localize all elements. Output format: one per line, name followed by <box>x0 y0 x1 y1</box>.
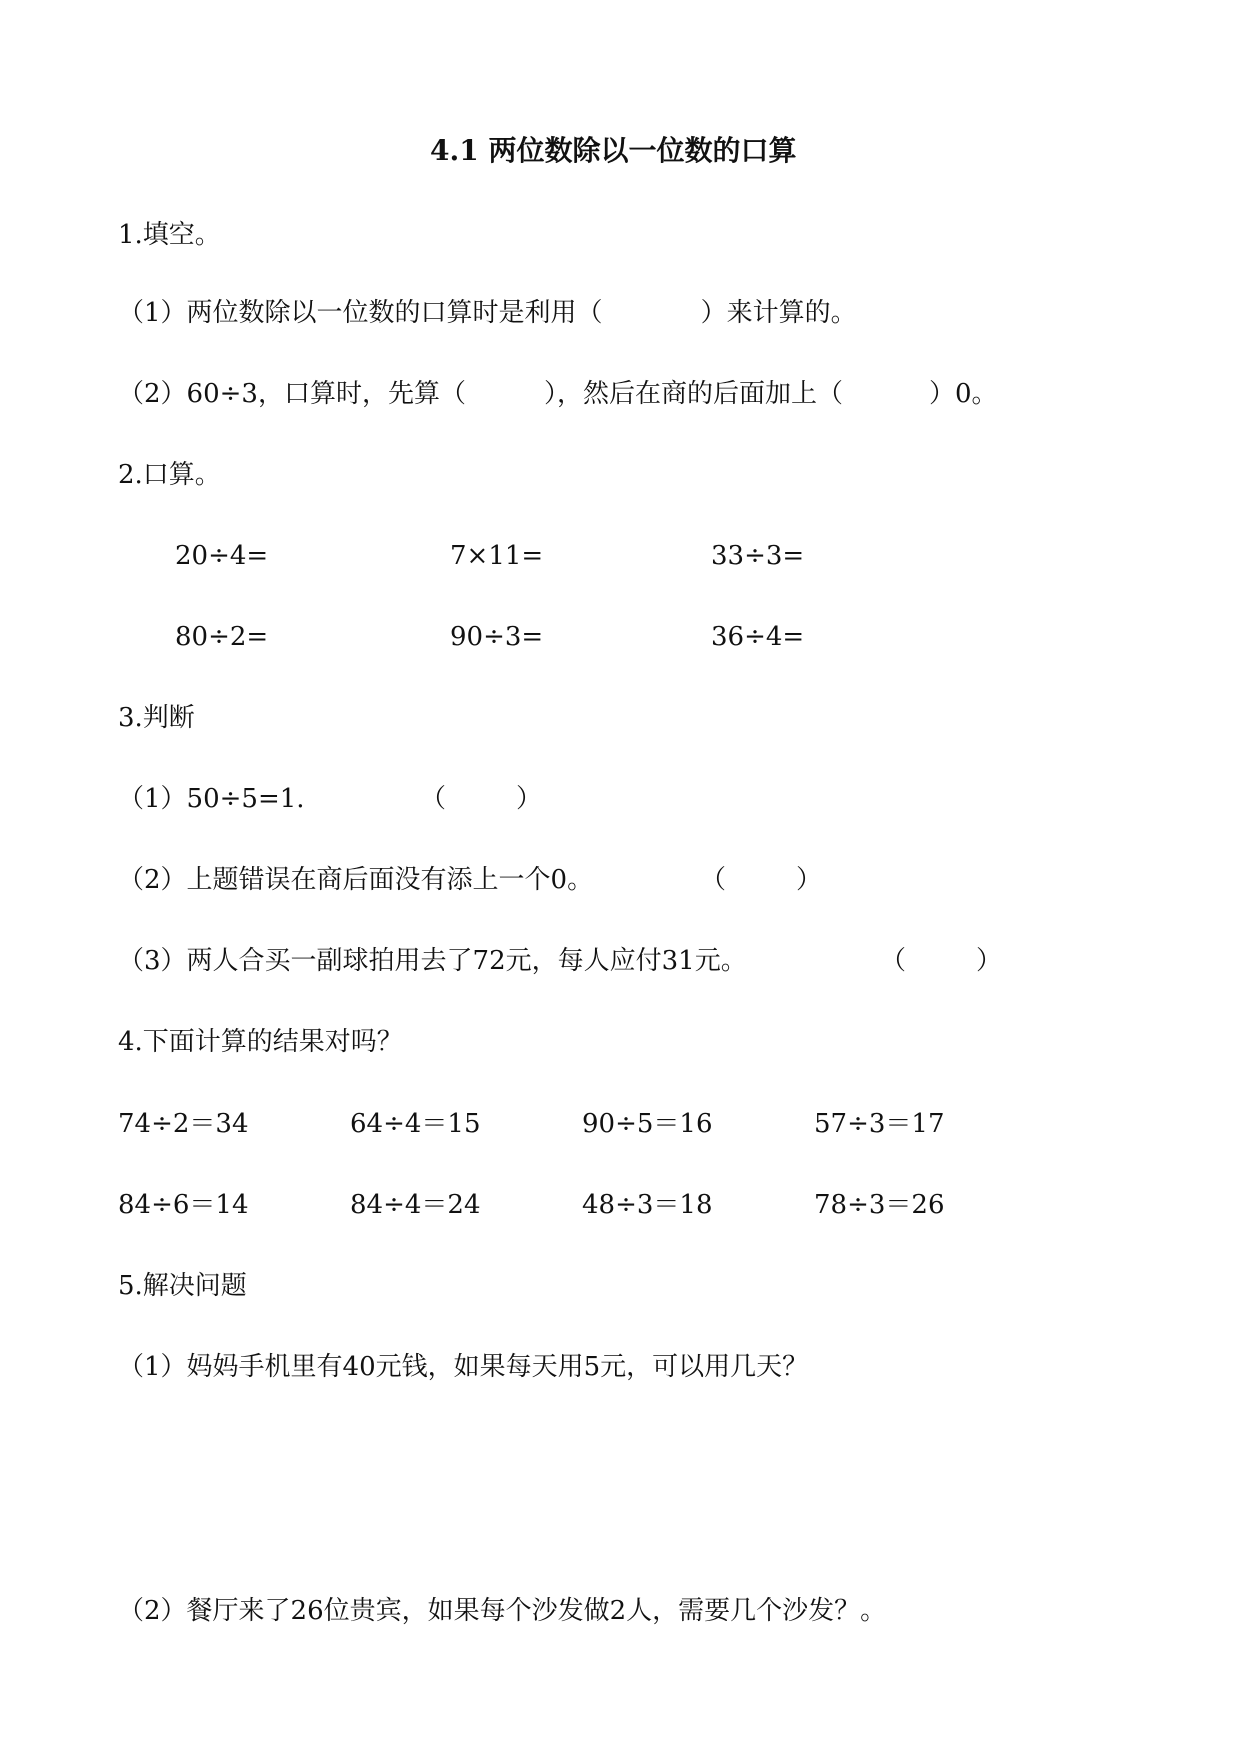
open-paren: （ <box>420 784 447 814</box>
judge-blank-3[interactable] <box>880 946 1002 976</box>
check-calc-2: 64÷4＝15 <box>350 1109 481 1139</box>
item-text-after: ）来计算的。 <box>700 298 857 328</box>
item-text: 两人合买一副球拍用去了72元，每人应付31元。 <box>186 946 747 976</box>
close-paren: ） <box>976 946 1003 976</box>
section-4-heading: 4.下面计算的结果对吗？ <box>118 1027 403 1057</box>
item-label: （2） <box>118 865 187 895</box>
item-text-after: ）0。 <box>928 379 998 409</box>
judge-blank-1[interactable] <box>420 784 542 814</box>
check-calc-7: 48÷3＝18 <box>582 1190 713 1220</box>
item-text-before: 60÷3，口算时，先算（ <box>186 379 466 409</box>
page-title: 4.1 两位数除以一位数的口算 <box>430 134 797 167</box>
check-calc-1: 74÷2＝34 <box>118 1109 249 1139</box>
oral-calc-6: 36÷4= <box>711 622 805 652</box>
oral-calc-2: 7×11= <box>450 541 544 571</box>
judge-item-2 <box>118 865 593 895</box>
item-text: 50÷5=1. <box>186 784 305 814</box>
check-calc-6: 84÷4＝24 <box>350 1190 481 1220</box>
check-calc-8: 78÷3＝26 <box>814 1190 945 1220</box>
section-1-heading: 1.填空。 <box>118 220 221 250</box>
judge-item-3 <box>118 946 747 976</box>
item-text: 上题错误在商后面没有添上一个0。 <box>186 865 594 895</box>
problem-item-1 <box>118 1352 808 1382</box>
oral-calc-4: 80÷2= <box>175 622 269 652</box>
item-text-before: 两位数除以一位数的口算时是利用（ <box>186 298 603 328</box>
item-label: （1） <box>118 298 187 328</box>
section-2-heading: 2.口算。 <box>118 460 221 490</box>
item-text-mid: ），然后在商的后面加上（ <box>543 379 843 409</box>
open-paren: （ <box>700 865 727 895</box>
item-text: 餐厅来了26位贵宾，如果每个沙发做2人，需要几个沙发？。 <box>186 1596 887 1626</box>
section-3-heading: 3.判断 <box>118 703 195 733</box>
item-label: （2） <box>118 1596 187 1626</box>
close-paren: ） <box>516 784 543 814</box>
fill-item-1 <box>118 298 857 328</box>
item-text: 妈妈手机里有40元钱，如果每天用5元，可以用几天？ <box>186 1352 809 1382</box>
oral-calc-1: 20÷4= <box>175 541 269 571</box>
check-calc-3: 90÷5＝16 <box>582 1109 713 1139</box>
judge-blank-2[interactable] <box>700 865 822 895</box>
item-label: （2） <box>118 379 187 409</box>
oral-calc-5: 90÷3= <box>450 622 544 652</box>
problem-item-2 <box>118 1596 886 1626</box>
oral-calc-3: 33÷3= <box>711 541 805 571</box>
check-calc-5: 84÷6＝14 <box>118 1190 249 1220</box>
open-paren: （ <box>880 946 907 976</box>
section-5-heading: 5.解决问题 <box>118 1271 247 1301</box>
item-label: （1） <box>118 1352 187 1382</box>
judge-item-1 <box>118 784 305 814</box>
item-label: （1） <box>118 784 187 814</box>
fill-item-2 <box>118 379 998 409</box>
check-calc-4: 57÷3＝17 <box>814 1109 945 1139</box>
item-label: （3） <box>118 946 187 976</box>
close-paren: ） <box>796 865 823 895</box>
